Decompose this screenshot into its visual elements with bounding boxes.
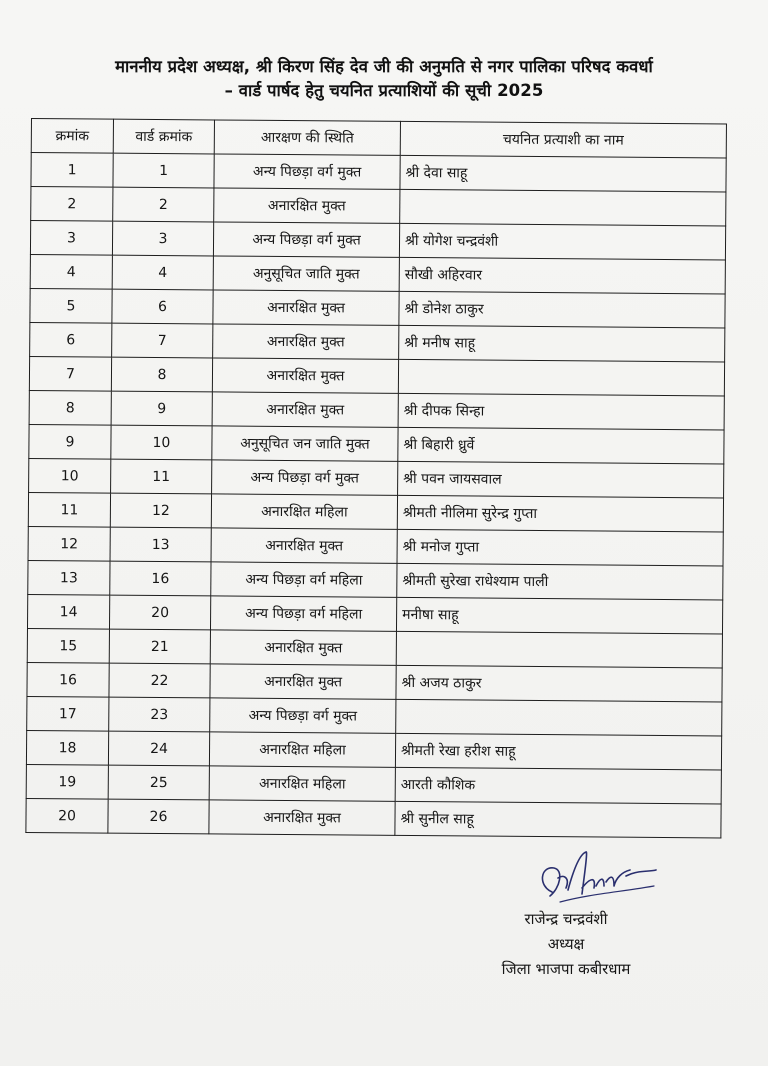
cell-serial-number: 4 [30, 254, 112, 289]
table-row [29, 424, 724, 463]
cell-ward-number: 6 [112, 289, 213, 324]
cell-serial-number: 20 [26, 798, 108, 833]
cell-reservation-status: अनारक्षित मुक्त [211, 528, 397, 563]
cell-ward-number: 20 [109, 595, 210, 630]
cell-ward-number: 23 [109, 697, 210, 732]
cell-candidate-name: श्रीमती नीलिमा सुरेन्द्र गुप्ता [397, 495, 723, 532]
cell-serial-number: 17 [27, 696, 109, 731]
cell-candidate-name [396, 631, 722, 668]
table-row [30, 254, 725, 293]
cell-reservation-status: अनुसूचित जन जाति मुक्त [212, 426, 398, 461]
cell-reservation-status: अन्य पिछड़ा वर्ग मुक्त [210, 698, 396, 733]
cell-candidate-name [400, 189, 726, 226]
cell-reservation-status: अनारक्षित मुक्त [213, 290, 399, 325]
table-row [26, 764, 721, 803]
cell-candidate-name: श्री देवा साहू [400, 155, 726, 192]
table-row [28, 560, 723, 599]
cell-candidate-name [396, 699, 722, 736]
table-row [26, 730, 721, 769]
cell-reservation-status: अन्य पिछड़ा वर्ग मुक्त [213, 222, 399, 257]
cell-ward-number: 10 [111, 425, 212, 460]
cell-candidate-name: श्री बिहारी ध्रुर्वे [398, 427, 724, 464]
cell-reservation-status: अनारक्षित मुक्त [212, 358, 398, 393]
cell-candidate-name [398, 359, 724, 396]
cell-reservation-status: अनारक्षित मुक्त [213, 324, 399, 359]
document-heading-line-2: – वार्ड पार्षद हेतु चयनित प्रत्याशियों की सूची 2025 [224, 81, 544, 100]
cell-ward-number: 8 [111, 357, 212, 392]
cell-candidate-name: आरती कौशिक [395, 767, 721, 804]
cell-ward-number: 12 [110, 493, 211, 528]
cell-candidate-name: मनीषा साहू [396, 597, 722, 634]
table-row [31, 153, 726, 192]
table-row [29, 458, 724, 497]
table-row [30, 288, 725, 327]
cell-reservation-status: अन्य पिछड़ा वर्ग मुक्त [214, 154, 400, 189]
cell-ward-number: 21 [109, 629, 210, 664]
table-body [26, 153, 726, 838]
cell-ward-number: 26 [108, 799, 209, 834]
cell-ward-number: 7 [112, 323, 213, 358]
document-heading-line-1: माननीय प्रदेश अध्यक्ष, श्री किरण सिंह देव जी की अनुमति से नगर पालिका परिषद कवर्धा [115, 57, 653, 76]
cell-ward-number: 16 [110, 561, 211, 596]
cell-serial-number: 7 [29, 356, 111, 391]
cell-ward-number: 25 [108, 765, 209, 800]
table-row [29, 356, 724, 395]
cell-serial-number: 10 [29, 458, 111, 493]
cell-ward-number: 22 [109, 663, 210, 698]
table-row [27, 628, 722, 667]
cell-reservation-status: अनारक्षित मुक्त [210, 630, 396, 665]
cell-serial-number: 19 [26, 764, 108, 799]
cell-candidate-name: श्री मनोज गुप्ता [397, 529, 723, 566]
signatory-organization: जिला भाजपा कबीरधाम [501, 960, 631, 978]
cell-serial-number: 14 [27, 594, 109, 629]
cell-serial-number: 3 [30, 221, 112, 256]
signatory-name: राजेन्द्र चन्द्रवंशी [524, 910, 608, 928]
cell-candidate-name: श्री योगेश चन्द्रवंशी [399, 223, 725, 260]
cell-ward-number: 3 [112, 221, 213, 256]
cell-ward-number: 13 [110, 527, 211, 562]
cell-ward-number: 2 [113, 187, 214, 222]
cell-serial-number: 18 [26, 730, 108, 765]
cell-serial-number: 2 [31, 187, 113, 222]
table-row [27, 696, 722, 735]
cell-ward-number: 9 [111, 391, 212, 426]
cell-serial-number: 1 [31, 153, 113, 188]
cell-reservation-status: अन्य पिछड़ा वर्ग महिला [210, 596, 396, 631]
header-candidate-name: चयनित प्रत्याशी का नाम [400, 121, 726, 158]
cell-reservation-status: अनारक्षित महिला [211, 494, 397, 529]
cell-reservation-status: अनारक्षित मुक्त [214, 188, 400, 223]
table-row [30, 322, 725, 361]
cell-serial-number: 16 [27, 662, 109, 697]
cell-serial-number: 12 [28, 526, 110, 561]
table-row [28, 492, 723, 531]
cell-ward-number: 4 [112, 255, 213, 290]
cell-serial-number: 8 [29, 390, 111, 425]
table-row [29, 390, 724, 429]
table-row [31, 187, 726, 226]
header-reservation-status: आरक्षण की स्थिति [214, 120, 400, 155]
cell-reservation-status: अनारक्षित मुक्त [209, 800, 395, 835]
cell-serial-number: 6 [30, 322, 112, 357]
cell-reservation-status: अनुसूचित जाति मुक्त [213, 256, 399, 291]
cell-ward-number: 24 [108, 731, 209, 766]
cell-candidate-name: सौखी अहिरवार [399, 257, 725, 294]
cell-ward-number: 11 [111, 459, 212, 494]
cell-serial-number: 13 [28, 560, 110, 595]
table-row [27, 594, 722, 633]
header-serial-number: क्रमांक [31, 119, 113, 154]
header-ward-number: वार्ड क्रमांक [113, 119, 214, 154]
cell-candidate-name: श्री पवन जायसवाल [398, 461, 724, 498]
table-row [26, 798, 721, 837]
cell-serial-number: 11 [28, 492, 110, 527]
cell-reservation-status: अनारक्षित महिला [209, 766, 395, 801]
table-row [30, 221, 725, 260]
cell-candidate-name: श्री मनीष साहू [399, 325, 725, 362]
table-row [28, 526, 723, 565]
cell-candidate-name: श्री दीपक सिन्हा [398, 393, 724, 430]
cell-serial-number: 9 [29, 424, 111, 459]
cell-reservation-status: अनारक्षित मुक्त [212, 392, 398, 427]
cell-candidate-name: श्री सुनील साहू [395, 801, 721, 838]
cell-reservation-status: अन्य पिछड़ा वर्ग मुक्त [212, 460, 398, 495]
cell-ward-number: 1 [113, 153, 214, 188]
table-header-row [31, 119, 726, 158]
cell-reservation-status: अन्य पिछड़ा वर्ग महिला [211, 562, 397, 597]
cell-candidate-name: श्रीमती रेखा हरीश साहू [395, 733, 721, 770]
cell-candidate-name: श्रीमती सुरेखा राधेश्याम पाली [397, 563, 723, 600]
cell-candidate-name: श्री डोनेश ठाकुर [399, 291, 725, 328]
cell-reservation-status: अनारक्षित मुक्त [210, 664, 396, 699]
cell-candidate-name: श्री अजय ठाकुर [396, 665, 722, 702]
signatory-title: अध्यक्ष [547, 935, 585, 953]
table-row [27, 662, 722, 701]
cell-reservation-status: अनारक्षित महिला [209, 732, 395, 767]
candidates-table [25, 118, 727, 838]
cell-serial-number: 15 [27, 628, 109, 663]
cell-serial-number: 5 [30, 288, 112, 323]
